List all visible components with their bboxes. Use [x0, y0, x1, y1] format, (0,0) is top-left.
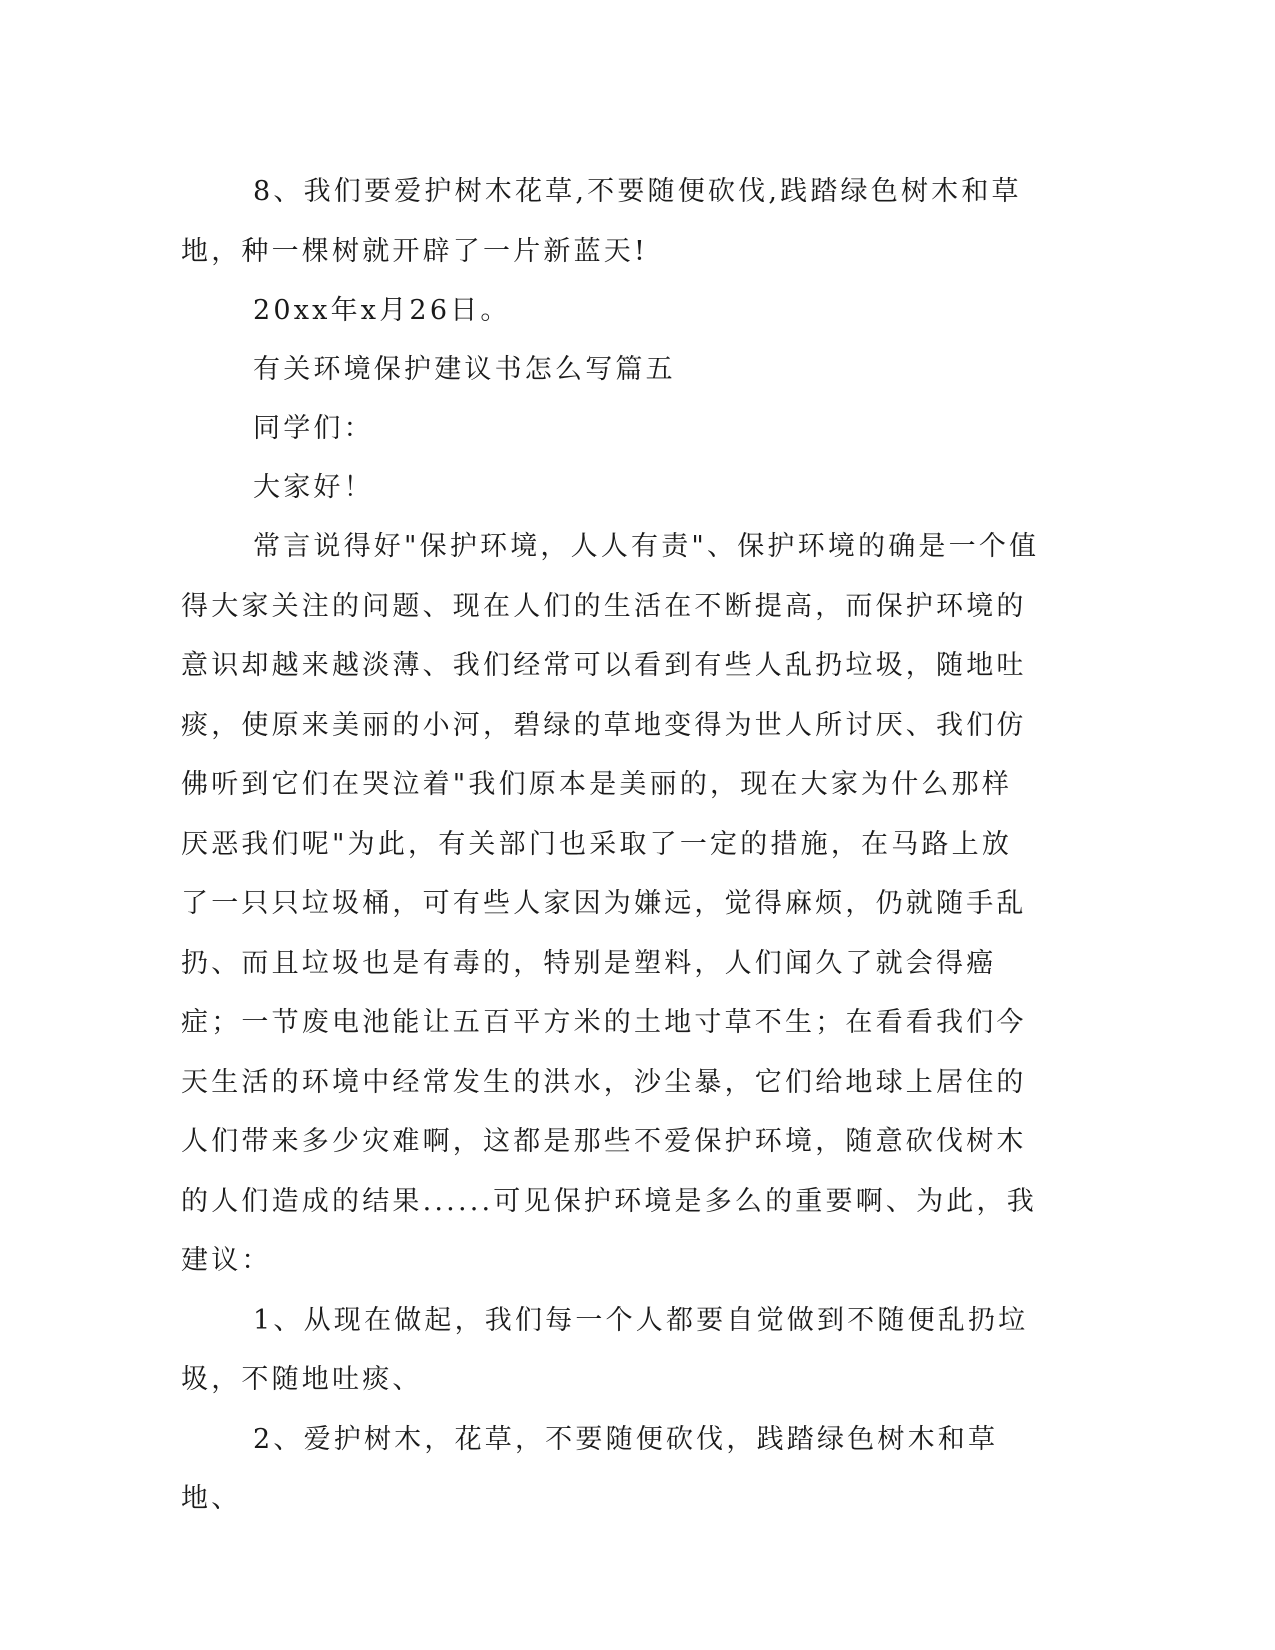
suggestion-item-1: 1、从现在做起，我们每一个人都要自觉做到不随便乱扔垃圾，不随地吐痰、 — [181, 1304, 1029, 1395]
salutation: 同学们： — [253, 413, 374, 444]
paragraph-item-8: 8、我们要爱护树木花草,不要随便砍伐,践踏绿色树木和草地，种一棵树就开辟了一片新蓝天! — [181, 176, 1022, 267]
suggestion-item-2: 2、爱护树木，花草，不要随便砍伐，践踏绿色树木和草地、 — [181, 1423, 999, 1514]
greeting: 大家好！ — [253, 472, 374, 503]
body-paragraph: 常言说得好"保护环境，人人有责"、保护环境的确是一个值得大家关注的问题、现在人们的生活在不断提高，而保护环境的意识却越来越淡薄、我们经常可以看到有些人乱扔垃圾，随地吐痰，使原来美丽的小河，碧绿的草地变得为世人所讨厌、我们仿佛听到它们在哭泣着"我们原本是美丽的，现在大家为什么那样厌恶我们呢"为此，有关部门也采取了一定的措施，在马路上放了一只只垃圾桶，可有些人家因为嫌远，觉得麻烦，仍就随手乱扔、而且垃圾也是有毒的，特别是塑料，人们闻久了就会得癌症；一节废电池能让五百平方米的土地寸草不生；在看看我们今天生活的环境中经常发生的洪水，沙尘暴，它们给地球上居住的人们带来多少灾难啊，这都是那些不爱保护环境，随意砍伐树木的人们造成的结果......可见保护环境是多么的重要啊、为此，我建议： — [181, 531, 1040, 1276]
document-body — [181, 162, 1041, 1529]
date-line: 20xx年x月26日。 — [253, 295, 511, 326]
section-title: 有关环境保护建议书怎么写篇五 — [253, 354, 676, 385]
